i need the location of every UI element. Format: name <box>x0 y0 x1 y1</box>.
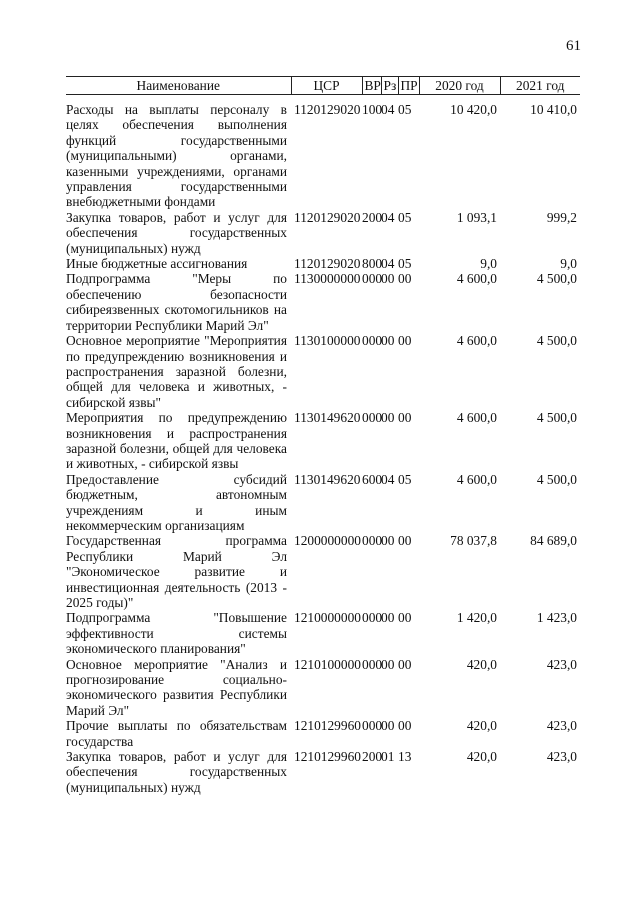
row-name-cell: Основное мероприятие "Мероприятия по предупреждению возникновения и распространения заразной болезни, общей для человека и животных, - сибирской язвы" <box>66 333 287 410</box>
row-pr-cell: 00 <box>398 410 412 426</box>
row-2020-cell: 1 093,1 <box>456 209 497 225</box>
row-name-cell: Закупка товаров, работ и услуг для обеспечения государственных (муниципальных) нужд <box>66 209 287 256</box>
row-vr-cell: 000 <box>362 333 383 349</box>
row-2020-cell: 4 600,0 <box>456 333 497 349</box>
row-pr-cell: 00 <box>398 718 412 734</box>
budget-table <box>66 76 580 795</box>
header-csr: ЦСР <box>291 77 362 95</box>
row-2021-cell: 423,0 <box>546 749 577 765</box>
table-row <box>66 271 580 333</box>
page-number: 61 <box>566 38 581 54</box>
row-2021-cell: 4 500,0 <box>536 410 577 426</box>
row-2020-cell: 420,0 <box>466 749 497 765</box>
row-2020-cell: 420,0 <box>466 656 497 672</box>
table-row <box>66 102 580 210</box>
row-name-cell: Основное мероприятие "Анализ и прогнозирование социально-экономического развития Республики Марий Эл" <box>66 656 287 718</box>
table-row <box>66 472 580 534</box>
row-2021-cell: 4 500,0 <box>536 271 577 287</box>
row-csr-cell: 1200000000 <box>294 533 361 549</box>
row-2020-cell: 420,0 <box>466 718 497 734</box>
row-name-cell: Предоставление субсидий бюджетным, автономным учреждениям и иным некоммерческим организациям <box>66 471 287 533</box>
row-2020-cell: 1 420,0 <box>456 610 497 626</box>
row-pr-cell: 05 <box>398 209 412 225</box>
row-vr-cell: 000 <box>362 410 383 426</box>
row-vr-cell: 600 <box>362 471 383 487</box>
row-name-cell: Закупка товаров, работ и услуг для обеспечения государственных (муниципальных) нужд <box>66 749 287 795</box>
row-csr-cell: 1210100000 <box>294 656 361 672</box>
row-name-cell: Подпрограмма "Повышение эффективности системы экономического планирования" <box>66 610 287 657</box>
row-2021-cell: 423,0 <box>546 718 577 734</box>
row-rz-cell: 00 <box>381 333 395 349</box>
row-vr-cell: 200 <box>362 749 383 765</box>
row-2021-cell: 4 500,0 <box>536 471 577 487</box>
row-2021-cell: 999,2 <box>546 209 577 225</box>
row-2020-cell: 4 600,0 <box>456 471 497 487</box>
row-vr-cell: 000 <box>362 610 383 626</box>
row-rz-cell: 00 <box>381 271 395 287</box>
header-vr: ВР <box>362 77 381 95</box>
row-vr-cell: 000 <box>362 533 383 549</box>
row-name-cell: Прочие выплаты по обязательствам государства <box>66 718 287 749</box>
row-vr-cell: 000 <box>362 718 383 734</box>
row-2020-cell: 78 037,8 <box>450 533 497 549</box>
table-row <box>66 718 580 749</box>
row-2020-cell: 9,0 <box>480 256 497 272</box>
table-row <box>66 410 580 472</box>
header-name: Наименование <box>66 77 291 95</box>
row-rz-cell: 04 <box>381 256 395 272</box>
row-csr-cell: 1210000000 <box>294 610 361 626</box>
row-pr-cell: 00 <box>398 333 412 349</box>
table-row <box>66 256 580 271</box>
header-year-2021: 2021 год <box>500 77 580 95</box>
table-row <box>66 210 580 256</box>
row-pr-cell: 00 <box>398 533 412 549</box>
row-pr-cell: 00 <box>398 656 412 672</box>
row-csr-cell: 1130100000 <box>294 333 361 349</box>
row-name-cell: Иные бюджетные ассигнования <box>66 256 248 272</box>
row-2021-cell: 423,0 <box>546 656 577 672</box>
row-pr-cell: 00 <box>398 271 412 287</box>
row-2020-cell: 4 600,0 <box>456 410 497 426</box>
row-csr-cell: 1210129960 <box>294 749 361 765</box>
row-rz-cell: 00 <box>381 718 395 734</box>
row-rz-cell: 00 <box>381 533 395 549</box>
row-2021-cell: 10 410,0 <box>530 102 577 117</box>
row-pr-cell: 05 <box>398 256 412 272</box>
row-rz-cell: 04 <box>381 471 395 487</box>
row-vr-cell: 000 <box>362 656 383 672</box>
row-rz-cell: 04 <box>381 102 395 117</box>
row-2021-cell: 1 423,0 <box>536 610 577 626</box>
table-header-row <box>66 77 580 95</box>
table-row <box>66 657 580 719</box>
row-2021-cell: 84 689,0 <box>530 533 577 549</box>
row-rz-cell: 04 <box>381 209 395 225</box>
row-2020-cell: 4 600,0 <box>456 271 497 287</box>
row-name-cell: Государственная программа Республики Марий Эл "Экономическое развитие и инвестиционная деятельность (2013 - 2025 годы)" <box>66 533 287 610</box>
row-csr-cell: 1130149620 <box>294 410 361 426</box>
row-csr-cell: 1130000000 <box>294 271 361 287</box>
row-name-cell: Мероприятия по предупреждению возникновения и распространения заразной болезни, общей для человека и животных, - сибирской язвы <box>66 410 287 472</box>
row-csr-cell: 1210129960 <box>294 718 361 734</box>
row-pr-cell: 13 <box>398 749 412 765</box>
row-vr-cell: 100 <box>362 102 383 117</box>
row-csr-cell: 1120129020 <box>294 102 361 117</box>
row-name-cell: Расходы на выплаты персоналу в целях обеспечения выполнения функций государственными (муниципальными) органами, казенными учреждениями, органами управления государственными внебюджетными фондами <box>66 102 287 210</box>
row-rz-cell: 00 <box>381 410 395 426</box>
row-pr-cell: 05 <box>398 471 412 487</box>
row-vr-cell: 000 <box>362 271 383 287</box>
table-row <box>66 333 580 410</box>
row-rz-cell: 00 <box>381 656 395 672</box>
row-csr-cell: 1120129020 <box>294 209 361 225</box>
row-pr-cell: 00 <box>398 610 412 626</box>
row-2021-cell: 4 500,0 <box>536 333 577 349</box>
header-pr: ПР <box>398 77 419 95</box>
row-name-cell: Подпрограмма "Меры по обеспечению безопасности сибиреязвенных скотомогильников на территории Республики Марий Эл" <box>66 271 287 333</box>
row-vr-cell: 200 <box>362 209 383 225</box>
row-rz-cell: 01 <box>381 749 395 765</box>
header-rz: Рз <box>381 77 398 95</box>
row-csr-cell: 1130149620 <box>294 471 361 487</box>
row-2021-cell: 9,0 <box>560 256 577 272</box>
row-rz-cell: 00 <box>381 610 395 626</box>
row-2020-cell: 10 420,0 <box>450 102 497 117</box>
header-year-2020: 2020 год <box>419 77 500 95</box>
table-row <box>66 610 580 656</box>
row-csr-cell: 1120129020 <box>294 256 361 272</box>
table-row <box>66 749 580 795</box>
row-pr-cell: 05 <box>398 102 412 117</box>
row-vr-cell: 800 <box>362 256 383 272</box>
table-row <box>66 533 580 610</box>
